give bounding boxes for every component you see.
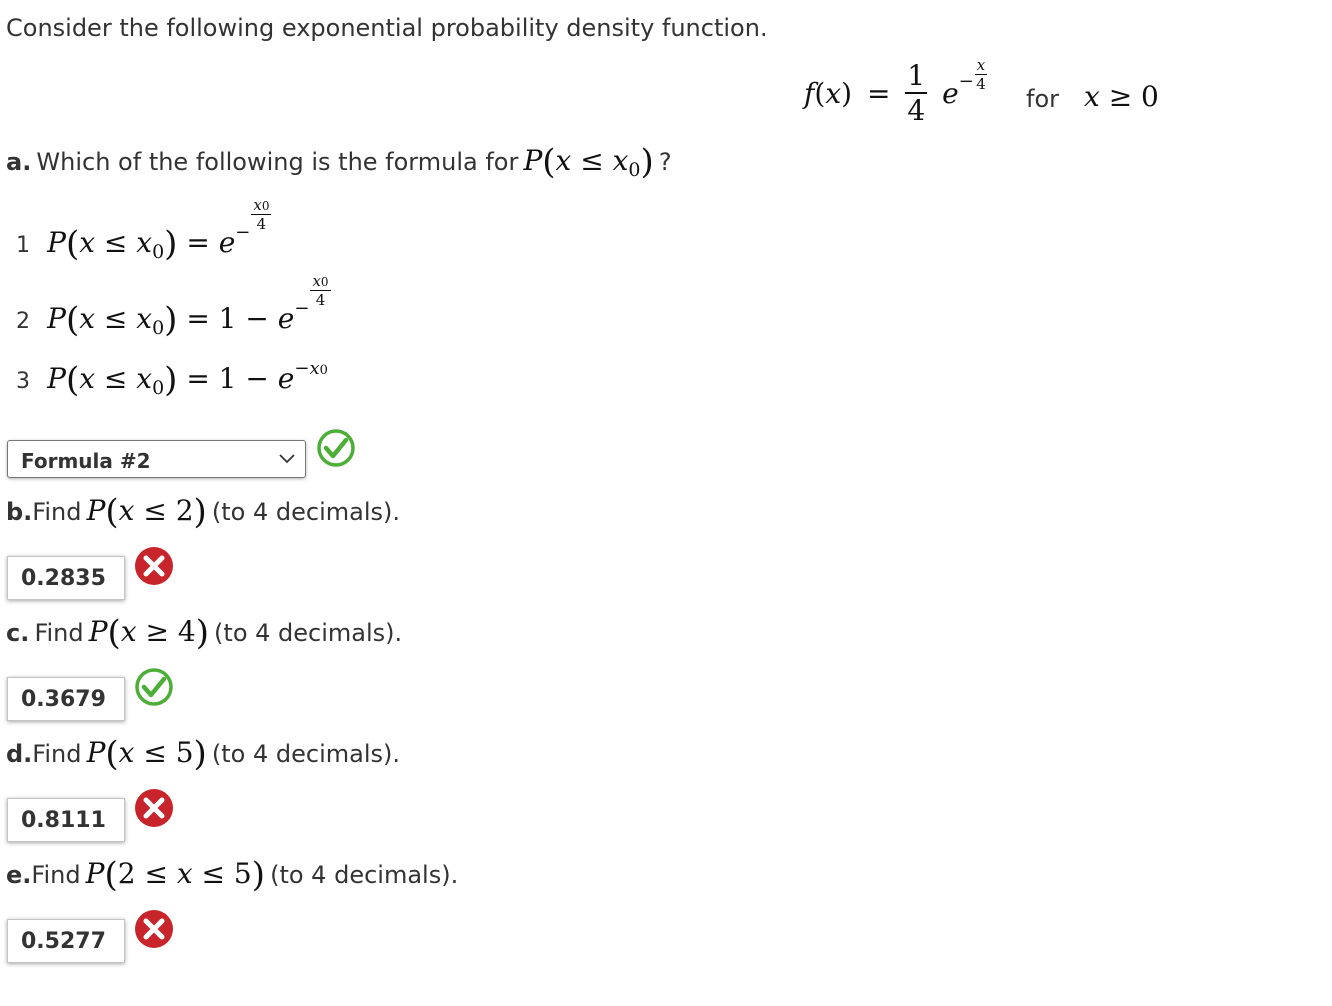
part-c-verb: Find (34, 619, 84, 647)
formula-select[interactable] (7, 440, 306, 478)
option-3-number: 3 (16, 369, 30, 394)
intro-text: Consider the following exponential probability density function. (6, 14, 768, 42)
part-b-math: P(x ≤ 2) (86, 492, 207, 532)
option-1 (16, 196, 271, 274)
part-a-math: $P(x \le x_0)$ (523, 142, 654, 182)
part-a-end: ? (658, 148, 672, 176)
check-circle-icon (316, 428, 356, 468)
part-b-suffix: (to 4 decimals). (211, 498, 401, 526)
x-circle-icon (134, 788, 174, 828)
option-1-formula: $P(x \le x_0) = e-$ $\frac{x0}{4}$ (47, 196, 270, 264)
pdf-condition-word: for (1026, 85, 1059, 113)
part-d-math: P(x ≤ 5) (86, 734, 207, 774)
pdf-exponent: $\frac{x}{4}$ (976, 56, 986, 93)
option-1-number: 1 (16, 233, 30, 258)
chevron-down-icon (277, 449, 297, 469)
part-d-verb: Find (32, 740, 82, 768)
pdf-coefficient: $\frac{1}{4}$ (907, 59, 926, 127)
pdf-lhs: f(x) (804, 77, 853, 110)
part-e-math: P(2 ≤ x ≤ 5) (85, 855, 265, 895)
part-a-letter: a. (6, 148, 32, 176)
option-3-formula: $P(x \le x_0) = 1 - e^{-x0}$ (47, 358, 328, 400)
option-2 (16, 272, 331, 350)
part-b-question (6, 492, 400, 532)
pdf-formula: f(x) = $\frac{1}{4}$ e− $\frac{x}{4}$ (804, 56, 986, 127)
option-2-formula: $P(x \le x_0) = 1 - e-$ $\frac{x0}{4}$ (47, 272, 329, 340)
part-c-letter: c. (6, 619, 30, 647)
part-e-question (6, 855, 458, 895)
part-b-answer-input[interactable]: 0.2835 (7, 556, 125, 600)
pdf-base: e (942, 77, 959, 110)
part-e-verb: Find (31, 861, 81, 889)
part-a-text: Which of the following is the formula for (36, 148, 519, 176)
check-circle-icon (134, 667, 174, 707)
part-d-question (6, 734, 400, 774)
part-d-answer-input[interactable]: 0.8111 (7, 798, 125, 842)
x-circle-icon (134, 909, 174, 949)
option-2-number: 2 (16, 309, 30, 334)
part-e-letter: e. (6, 861, 32, 889)
part-c-answer-input[interactable]: 0.3679 (7, 677, 125, 721)
part-c-question (6, 613, 402, 653)
part-d-letter: d. (6, 740, 33, 768)
part-c-math: P(x ≥ 4) (88, 613, 209, 653)
part-e-suffix: (to 4 decimals). (270, 861, 459, 889)
part-a-question (6, 142, 672, 182)
option-3 (16, 360, 328, 400)
formula-select-value: Formula #2 (21, 449, 151, 473)
x-circle-icon (134, 546, 174, 586)
part-b-letter: b. (6, 498, 33, 526)
part-b-verb: Find (32, 498, 82, 526)
pdf-condition: x ≥ 0 (1084, 80, 1159, 113)
part-e-answer-input[interactable]: 0.5277 (7, 919, 125, 963)
part-d-suffix: (to 4 decimals). (211, 740, 401, 768)
part-c-suffix: (to 4 decimals). (214, 619, 403, 647)
